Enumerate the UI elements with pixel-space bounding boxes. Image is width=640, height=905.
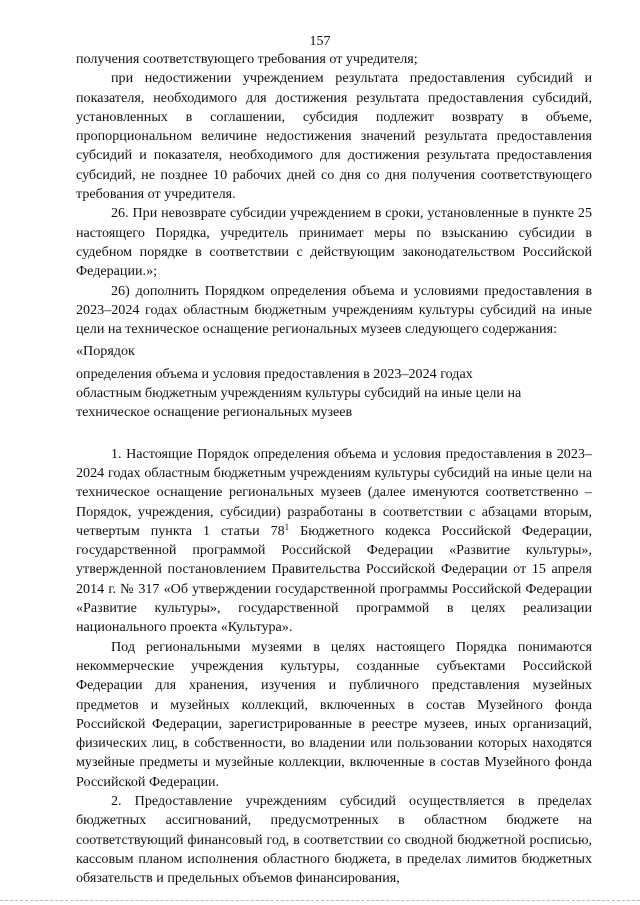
paragraph-item-1-part-a: 1. Настоящие Порядок определения объема и условия предоставления в 2023–2024 годах областным бюджетным учреждениям культуры субсидий на иные цели на техническое оснащение региональных музеев (далее именуются соответственно – Порядок, учреждения, субсидии) разработаны в соответствии с абзацами вторым, четвертым пункта 1 статьи 78 [76, 445, 592, 539]
paragraph-item-1-part-b: Бюджетного кодекса Российской Федерации, государственной программой Российской Федерации «Развитие культуры», утвержденной постановлением Правительства Российской Федерации от 15 апреля 2014 г. № 317 «Об утверждении государственной программы Российской Федерации «Развитие культуры», государственной программой в целях реализации национального проекта «Культура». [76, 522, 592, 636]
page-number: 157 [309, 34, 331, 49]
paragraph-item-26: 26. При невозврате субсидии учреждением в сроки, установленные в пункте 25 настоящего Порядка, учредитель принимает меры по взысканию субсидии в судебном порядке в соответствии с действующим законодательством Российской Федерации.»; [76, 205, 592, 280]
paragraph-continuation: получения соответствующего требования от учредителя; [76, 51, 418, 67]
heading-line-1: «Порядок [76, 343, 135, 360]
paragraph-item-2: 2. Предоставление учреждениям субсидий осуществляется в пределах бюджетных ассигнований, предусмотренных в областном бюджете на соответствующий финансовый год, в соответствии со сводной бюджетной росписью, кассовым планом исполнения областного бюджета, в пределах лимитов бюджетных обязательств и предельных объемов финансирования, [76, 792, 592, 887]
heading-line-2: определения объема и условия предоставления в 2023–2024 годах [76, 365, 473, 382]
paragraph-nondostizhenie: при недостижении учреждением результата предоставления субсидий и показателя, необходимого для достижения результата предоставления субсидий, установленных в соглашении, субсидия подлежит возврату в объеме, пропорциональном величине недостижения значений результата предоставления субсидий и показателя, необходимого для достижения результата предоставления субсидий, не позднее 10 рабочих дней со дня со дня получения соответствующего требования от учредителя. [76, 70, 592, 203]
paragraph-regional-museums: Под региональными музеями в целях настоящего Порядка понимаются некоммерческие учреждения культуры, созданные субъектами Российской Федерации для хранения, изучения и публичного представления музейных предметов и музейных коллекций, включенных в состав Музейного фонда Российской Федерации, зарегистрированные в реестре музеев, иных организаций, физических лиц, в собственности, во владении или пользовании которых находятся музейные предметы и музейные коллекции, включенные в состав Музейного фонда Российской Федерации. [76, 638, 592, 790]
heading-line-4: техническое оснащение региональных музеев [76, 404, 353, 421]
document-body [76, 50, 592, 888]
paragraph-item-1 [76, 445, 592, 638]
heading-line-3: областным бюджетным учреждениям культуры субсидий на иные цели на [76, 385, 522, 402]
article-superscript: 1 [284, 521, 290, 532]
paragraph-amendment-26: 26) дополнить Порядком определения объема и условиями предоставления в 2023–2024 годах областным бюджетным учреждениям культуры субсидий на иные цели на техническое оснащение региональных музеев следующего содержания: [76, 282, 592, 338]
scan-bottom-edge [0, 900, 640, 902]
